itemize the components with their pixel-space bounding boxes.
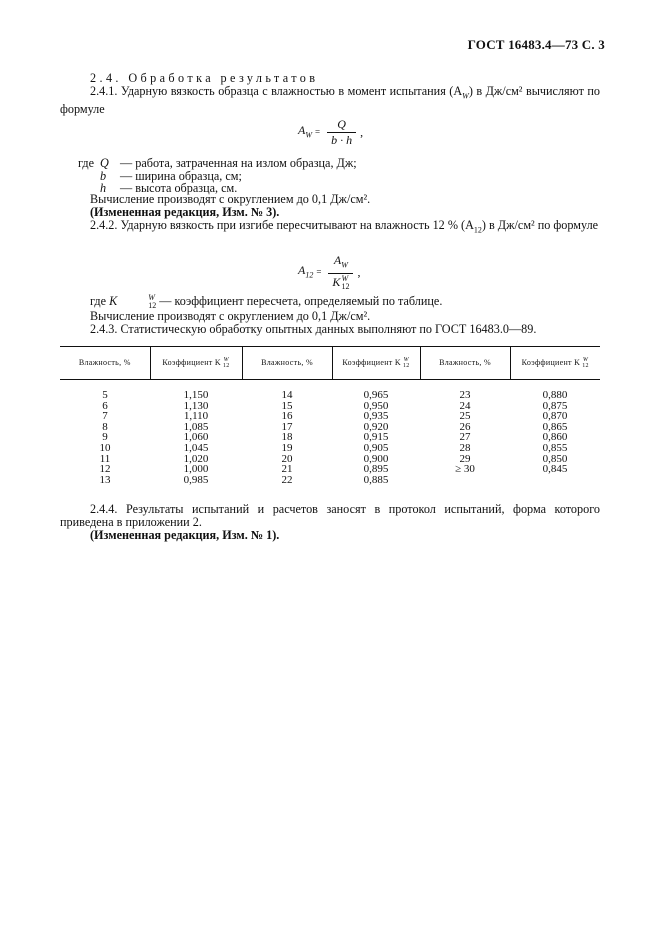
table-body	[60, 380, 600, 486]
moisture-cell: 5	[102, 389, 108, 402]
where-text: — ширина образца, см;	[120, 168, 242, 183]
moisture-cell: 18	[281, 431, 293, 444]
moisture-cell: 25	[459, 410, 471, 423]
where-coefficient-text: — коэффициент пересчета, определяемый по таблице.	[156, 293, 443, 308]
formula-aw	[298, 118, 363, 147]
coefficient-cell: 1,110	[183, 410, 209, 423]
table-row	[60, 401, 600, 412]
coefficient-cell	[510, 475, 600, 486]
moisture-cell: 23	[459, 389, 471, 402]
coefficient-cell: 0,870	[542, 410, 568, 423]
coefficient-cell: 0,885	[363, 473, 389, 486]
where-symbol: b	[100, 168, 107, 183]
formula-a12-numerator: $A_W$	[333, 253, 348, 270]
edit-note-3: (Измененная редакция, Изм. № 3).	[90, 205, 280, 220]
formula-a12-comma: ,	[357, 264, 361, 279]
coefficient-cell: 0,950	[363, 399, 389, 412]
moisture-cell: 9	[102, 431, 108, 444]
formula-aw-denominator: b · h	[327, 132, 356, 147]
section-2-4-block	[60, 72, 600, 116]
coefficient-table	[60, 346, 600, 485]
table-row	[60, 380, 600, 401]
moisture-cell: 21	[281, 463, 293, 476]
moisture-cell: 10	[99, 442, 111, 455]
moisture-cell: 17	[281, 420, 293, 433]
moisture-cell: 24	[459, 399, 471, 412]
table-row	[60, 422, 600, 433]
table-header-moisture: Влажность, %	[60, 347, 150, 380]
table-header-coefficient: Коэффициент K W 12	[150, 347, 242, 380]
paragraph-2-4-3: 2.4.3. Статистическую обработку опытных данных выполняют по ГОСТ 16483.0—89.	[90, 322, 537, 337]
paragraph-2-4-1	[60, 85, 600, 116]
where-text: — работа, затраченная на излом образца, Дж;	[120, 156, 357, 170]
moisture-cell: 20	[281, 452, 293, 465]
paragraph-2-4-2-sub: 12	[473, 225, 482, 235]
coefficient-cell: 1,150	[183, 389, 209, 402]
coefficient-cell: 0,920	[363, 420, 389, 433]
page-header: ГОСТ 16483.4—73 С. 3	[467, 37, 605, 52]
calc-round-note-2: Вычисление производят с округлением до 0,1 Дж/см².	[90, 309, 371, 323]
moisture-cell: 15	[281, 399, 293, 412]
coefficient-symbol: K	[109, 293, 118, 308]
formula-aw-fraction	[327, 118, 356, 147]
coefficient-cell: 0,915	[363, 431, 389, 444]
moisture-cell: 14	[281, 389, 293, 402]
edit-note-1: (Измененная редакция, Изм. № 1).	[90, 528, 280, 543]
moisture-cell: 16	[281, 410, 293, 423]
moisture-cell: 8	[102, 420, 108, 433]
coefficient-cell: 1,060	[183, 431, 209, 444]
section-2-4-3-block	[60, 294, 600, 336]
formula-a12-lhs: $A_{12}$	[298, 262, 314, 279]
table-header-moisture: Влажность, %	[242, 347, 332, 380]
moisture-cell: 29	[459, 452, 471, 465]
paragraph-2-4-2-tail: ) в Дж/см² по формуле	[481, 218, 599, 233]
formula-aw-comma: ,	[360, 125, 364, 140]
coefficient-cell: 0,860	[542, 431, 568, 444]
formula-aw-lhs: $A_W$	[298, 122, 313, 140]
table-header-coefficient: Коэффициент K W 12	[332, 347, 420, 380]
paragraph-2-4-2	[60, 219, 600, 237]
coefficient-cell: 1,130	[183, 399, 209, 412]
coefficient-cell: 1,085	[183, 420, 209, 433]
where-coefficient: где K W 12 — коэффициент пересчета, определяемый по таблице.	[90, 293, 443, 310]
coefficient-cell: 0,965	[363, 389, 389, 402]
coefficient-cell: 1,045	[183, 442, 209, 455]
table-row	[60, 475, 600, 486]
moisture-cell: 22	[281, 473, 293, 486]
paragraph-2-4-1-sub: W	[462, 91, 469, 101]
table-row	[60, 443, 600, 454]
paragraph-2-4-2-text: 2.4.2. Ударную вязкость при изгибе пересчитывают на влажность 12 % (A	[90, 218, 474, 233]
table-row	[60, 454, 600, 465]
paragraph-2-4-1-tail: ) в Дж/см² вычисляют по формуле	[60, 84, 600, 116]
moisture-cell: 7	[102, 410, 108, 423]
coefficient-cell: 0,900	[363, 452, 389, 465]
coefficient-cell: 0,895	[363, 463, 389, 476]
coefficient-cell: 0,875	[542, 399, 568, 412]
where-symbol: h	[100, 181, 107, 195]
where-list-1	[78, 156, 357, 195]
paragraph-2-4-1-text: 2.4.1. Ударную вязкость образца с влажностью в момент испытания (A	[90, 84, 463, 99]
moisture-cell: 13	[99, 473, 111, 486]
where-text: — высота образца, см.	[120, 181, 238, 195]
coefficient-cell: 0,865	[542, 420, 568, 433]
section-2-4-4-block	[60, 503, 600, 543]
table-header-row	[60, 347, 600, 380]
coefficient-cell: 0,845	[542, 463, 568, 476]
formula-aw-equals: =	[315, 127, 321, 138]
moisture-cell: 11	[99, 452, 111, 465]
coefficient-cell: 0,935	[363, 410, 389, 423]
coefficient-cell: 1,020	[183, 452, 209, 465]
formula-a12	[298, 254, 360, 291]
coefficient-cell: 0,905	[363, 442, 389, 455]
moisture-cell: 28	[459, 442, 471, 455]
moisture-cell: 12	[99, 463, 111, 476]
where-symbol: Q	[100, 156, 109, 170]
section-title: 2.4. Обработка результатов	[90, 71, 319, 85]
paragraph-2-4-4: 2.4.4. Результаты испытаний и расчетов заносят в протокол испытаний, форма которого приведена в приложении 2.	[60, 502, 600, 530]
where-row	[78, 156, 357, 170]
coefficient-cell: 0,855	[542, 442, 568, 455]
coefficient-cell: 1,000	[183, 463, 209, 476]
formula-a12-fraction	[328, 254, 353, 291]
formula-aw-numerator: Q	[337, 117, 346, 131]
table-header-coefficient: Коэффициент K W 12	[510, 347, 600, 380]
table-header-moisture: Влажность, %	[420, 347, 510, 380]
where-lead: где	[90, 293, 107, 308]
moisture-cell: 26	[459, 420, 471, 433]
formula-a12-equals: =	[316, 266, 322, 277]
moisture-cell	[420, 475, 510, 486]
coefficient-cell: 0,850	[542, 452, 568, 465]
table-row	[60, 464, 600, 475]
moisture-cell: 6	[102, 399, 108, 412]
formula-a12-denominator: K W 12	[328, 273, 353, 291]
coefficient-cell: 0,880	[542, 389, 568, 402]
section-2-4-2-block	[60, 193, 600, 237]
calc-round-note-1: Вычисление производят с округлением до 0,1 Дж/см².	[90, 192, 371, 206]
table-row	[60, 411, 600, 422]
where-lead: где	[78, 156, 95, 170]
coefficient-cell: 0,985	[183, 473, 209, 486]
moisture-cell: ≥ 30	[455, 463, 475, 476]
moisture-cell: 27	[459, 431, 471, 444]
moisture-cell: 19	[281, 442, 293, 455]
table-row	[60, 432, 600, 443]
